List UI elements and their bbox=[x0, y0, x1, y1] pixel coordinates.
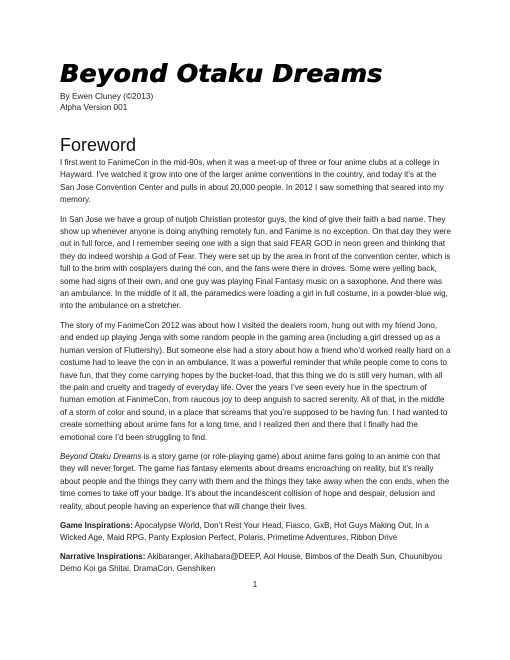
paragraph-1: I first went to FanimeCon in the mid-90s, when it was a meet-up of three or four anime clubs at a college in Hayward. I’ve watched it grow into one of the larger anime conventions in the country, and today it’s at the San Jose Convention Center and pulls in about 20,000 people. In 2012 I saw something that seared into my memory. bbox=[60, 158, 444, 205]
byline-block bbox=[60, 91, 153, 113]
game-inspirations-label: Game Inspirations: bbox=[60, 520, 133, 530]
narrative-inspirations-text: Akibaranger, Akihabara@DEEP, Aoi House, Bimbos of the Death Sun, Chuunibyou Demo Koi ga Shitai, DramaCon, Genshiken bbox=[60, 551, 442, 574]
paragraph-4 bbox=[60, 451, 452, 513]
section-heading: Foreword bbox=[60, 135, 137, 155]
paragraph-4-text: is a story game (or role-playing game) about anime fans going to an anime con that they will never forget. The game has fantasy elements about dreams encroaching on reality, but it’s really about people and the things they carry with them and the things they take away when the con ends, when the time comes to take off your badge. It’s about the incandescent collision of hope and despair, delusion and reality, about people having an experience that will change their lives. bbox=[60, 451, 450, 511]
body-text bbox=[60, 157, 452, 583]
game-inspirations-text: Apocalypse World, Don’t Rest Your Head, Fiasco, GxB, Hot Guys Making Out, In a Wicked Age, Maid RPG, Panty Explosion Perfect, Polaris, Primetime Adventures, Ribbon Drive bbox=[60, 520, 429, 543]
version-line: Alpha Version 001 bbox=[60, 102, 128, 112]
page-number: 1 bbox=[252, 580, 258, 589]
game-title-italic: Beyond Otaku Dreams bbox=[60, 451, 142, 461]
narrative-inspirations bbox=[60, 551, 452, 576]
paragraph-3: The story of my FanimeCon 2012 was about how I visited the dealers room, hung out with my friend Jono, and ended up playing Jenga with some random people in the gaming area (including a girl dressed up as a human version of Fluttershy). But someone else had a story about how a friend who’d worked really hard on a costume had to leave the con in an ambulance. It was a powerful reminder that while people come to cons to have fun, that they come carrying hopes by the bucket-load, that this thing we do is still very human, with all the pain and cruelty and tragedy of everyday life. Over the years I’ve seen every hue in the spectrum of human emotion at FanimeCon, from raucous joy to deep anguish to sacred serenity. All of that, in the middle of a storm of color and sound, in a place that screams that you’re supposed to be having fun. I had wanted to create something about anime fans for a long time, and I realized then and there that I finally had the emotional core I’d been struggling to find. bbox=[60, 320, 451, 442]
game-inspirations bbox=[60, 520, 452, 545]
author-line: By Ewen Cluney (©2013) bbox=[60, 91, 154, 101]
document-title: Beyond Otaku Dreams bbox=[60, 59, 383, 88]
paragraph-2: In San Jose we have a group of nutjob Christian protestor guys, the kind of give their faith a bad name. They show up whenever anyone is doing anything remotely fun, and Fanime is no exception. On that day they were out in full force, and I remember seeing one with a sign that said FEAR GOD in neon green and thinking that they do indeed worship a God of Fear. They were set up by the area in front of the convention center, which is full to the brim with cosplayers during the con, and the fans were there in droves. Some were yelling back, some had signs of their own, and one guy was playing Final Fantasy music on a saxophone. And there was an ambulance. In the middle of it all, the paramedics were loading a girl in full costume, in a powder-blue wig, into the ambulance on a stretcher. bbox=[60, 214, 451, 311]
narrative-inspirations-label: Narrative Inspirations: bbox=[60, 551, 146, 561]
